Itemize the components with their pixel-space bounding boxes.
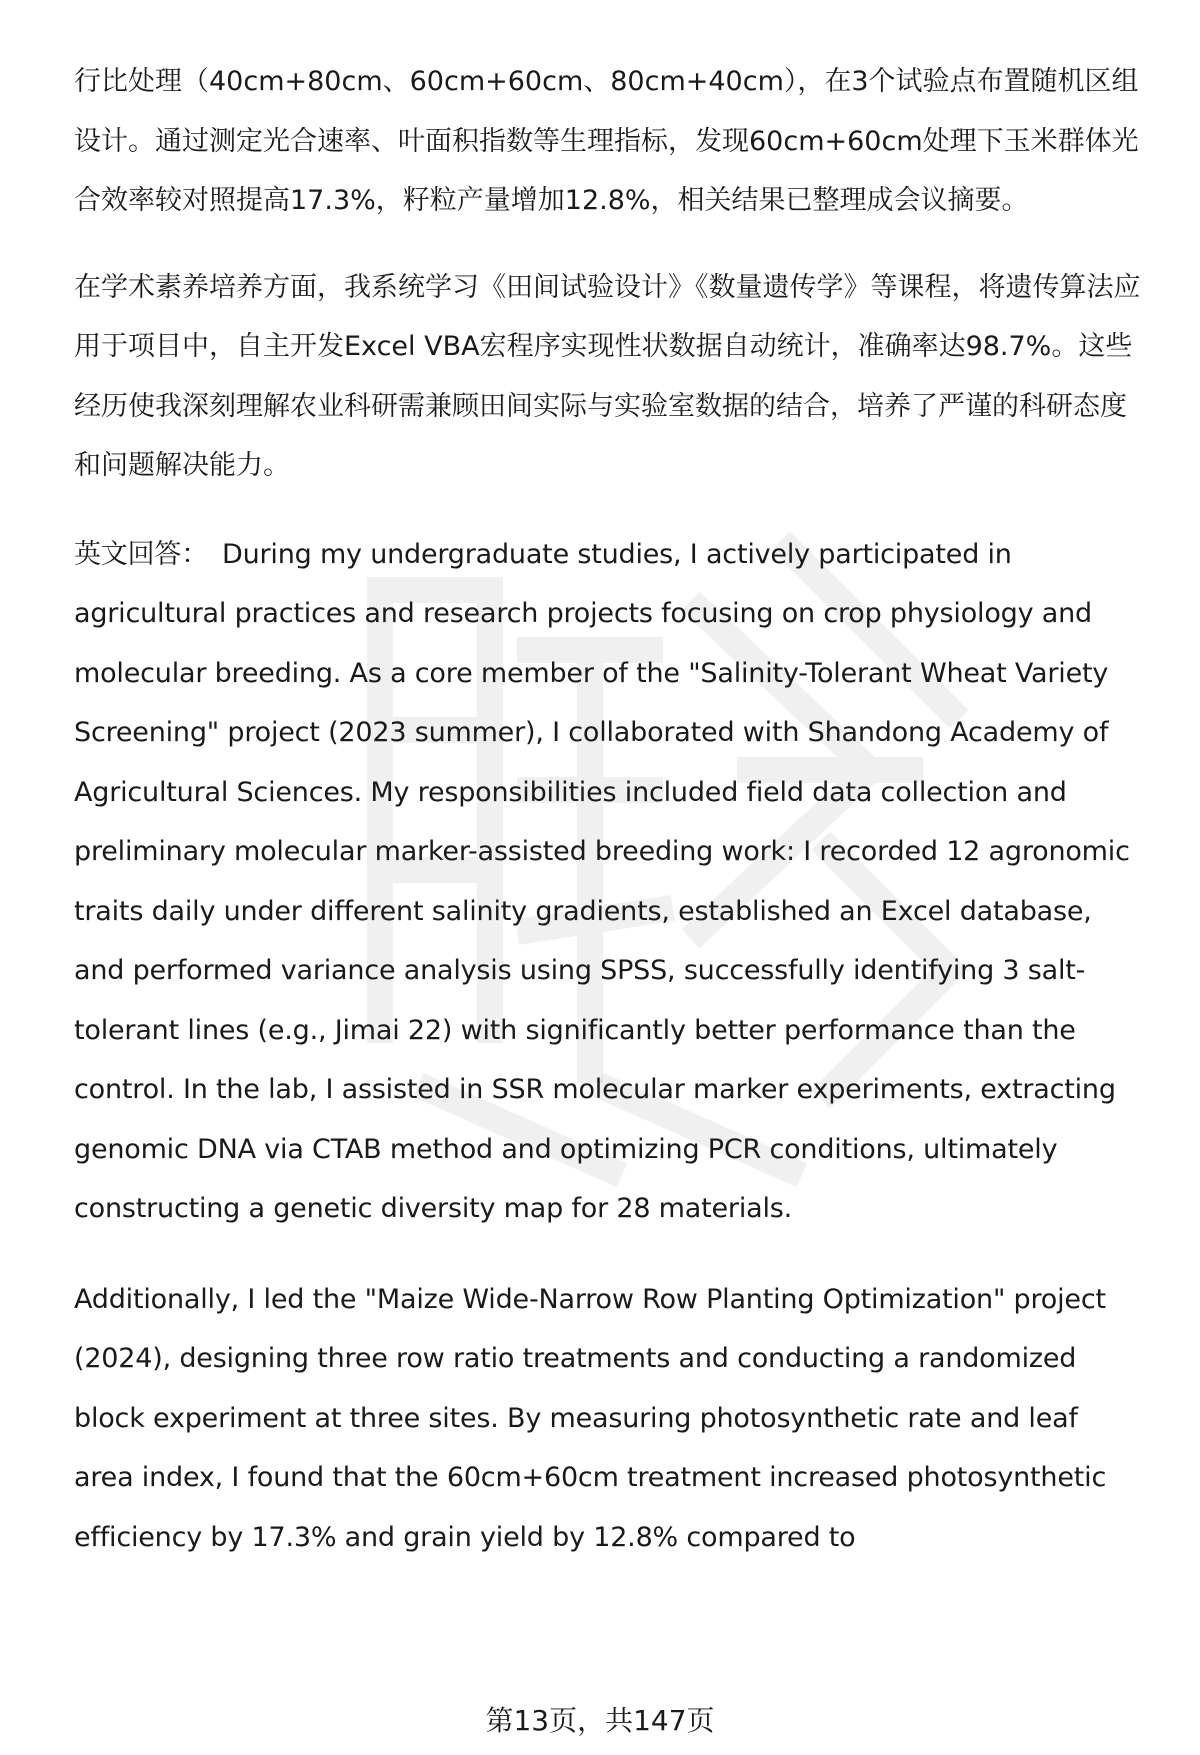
- paragraph-chinese-2: 在学术素养培养方面，我系统学习《田间试验设计》《数量遗传学》等课程，将遗传算法应用于项目中，自主开发Excel VBA宏程序实现性状数据自动统计，准确率达98.7%。这些经历使我深刻理解农业科研需兼顾田间实际与实验室数据的结合，培养了严谨的科研态度和问题解决能力。: [74, 271, 1141, 481]
- english-answer-label: 英文回答：: [74, 538, 208, 570]
- document-body: [74, 52, 1144, 1567]
- paragraph-english-1: [74, 525, 1144, 1239]
- paragraph-english-1-text: During my undergraduate studies, I actively participated in agricultural practices and research projects focusing on crop physiology and molecular breeding. As a core member of the "Salinity-Tolerant Wheat Variety Screening" project (2023 summer), I collaborated with Shandong Academy of Agricultural Sciences. My responsibilities included field data collection and preliminary molecular marker-assisted breeding work: I recorded 12 agronomic traits daily under different salinity gradients, established an Excel database, and performed variance analysis using SPSS, successfully identifying 3 salt-tolerant lines (e.g., Jimai 22) with significantly better performance than the control. In the lab, I assisted in SSR molecular marker experiments, extracting genomic DNA via CTAB method and optimizing PCR conditions, ultimately constructing a genetic diversity map for 28 materials.: [74, 538, 1130, 1224]
- paragraph-chinese-1: 行比处理（40cm+80cm、60cm+60cm、80cm+40cm），在3个试验点布置随机区组设计。通过测定光合速率、叶面积指数等生理指标，发现60cm+60cm处理下玉米群体光合效率较对照提高17.3%，籽粒产量增加12.8%，相关结果已整理成会议摘要。: [74, 66, 1139, 216]
- paragraph-english-2: Additionally, I led the "Maize Wide-Narrow Row Planting Optimization" project (2024), designing three row ratio treatments and conducting a randomized block experiment at three sites. By measuring photosynthetic rate and leaf area index, I found that the 60cm+60cm treatment increased photosynthetic efficiency by 17.3% and grain yield by 12.8% compared to: [74, 1283, 1107, 1553]
- page-number-footer: 第13页，共147页: [485, 1704, 715, 1737]
